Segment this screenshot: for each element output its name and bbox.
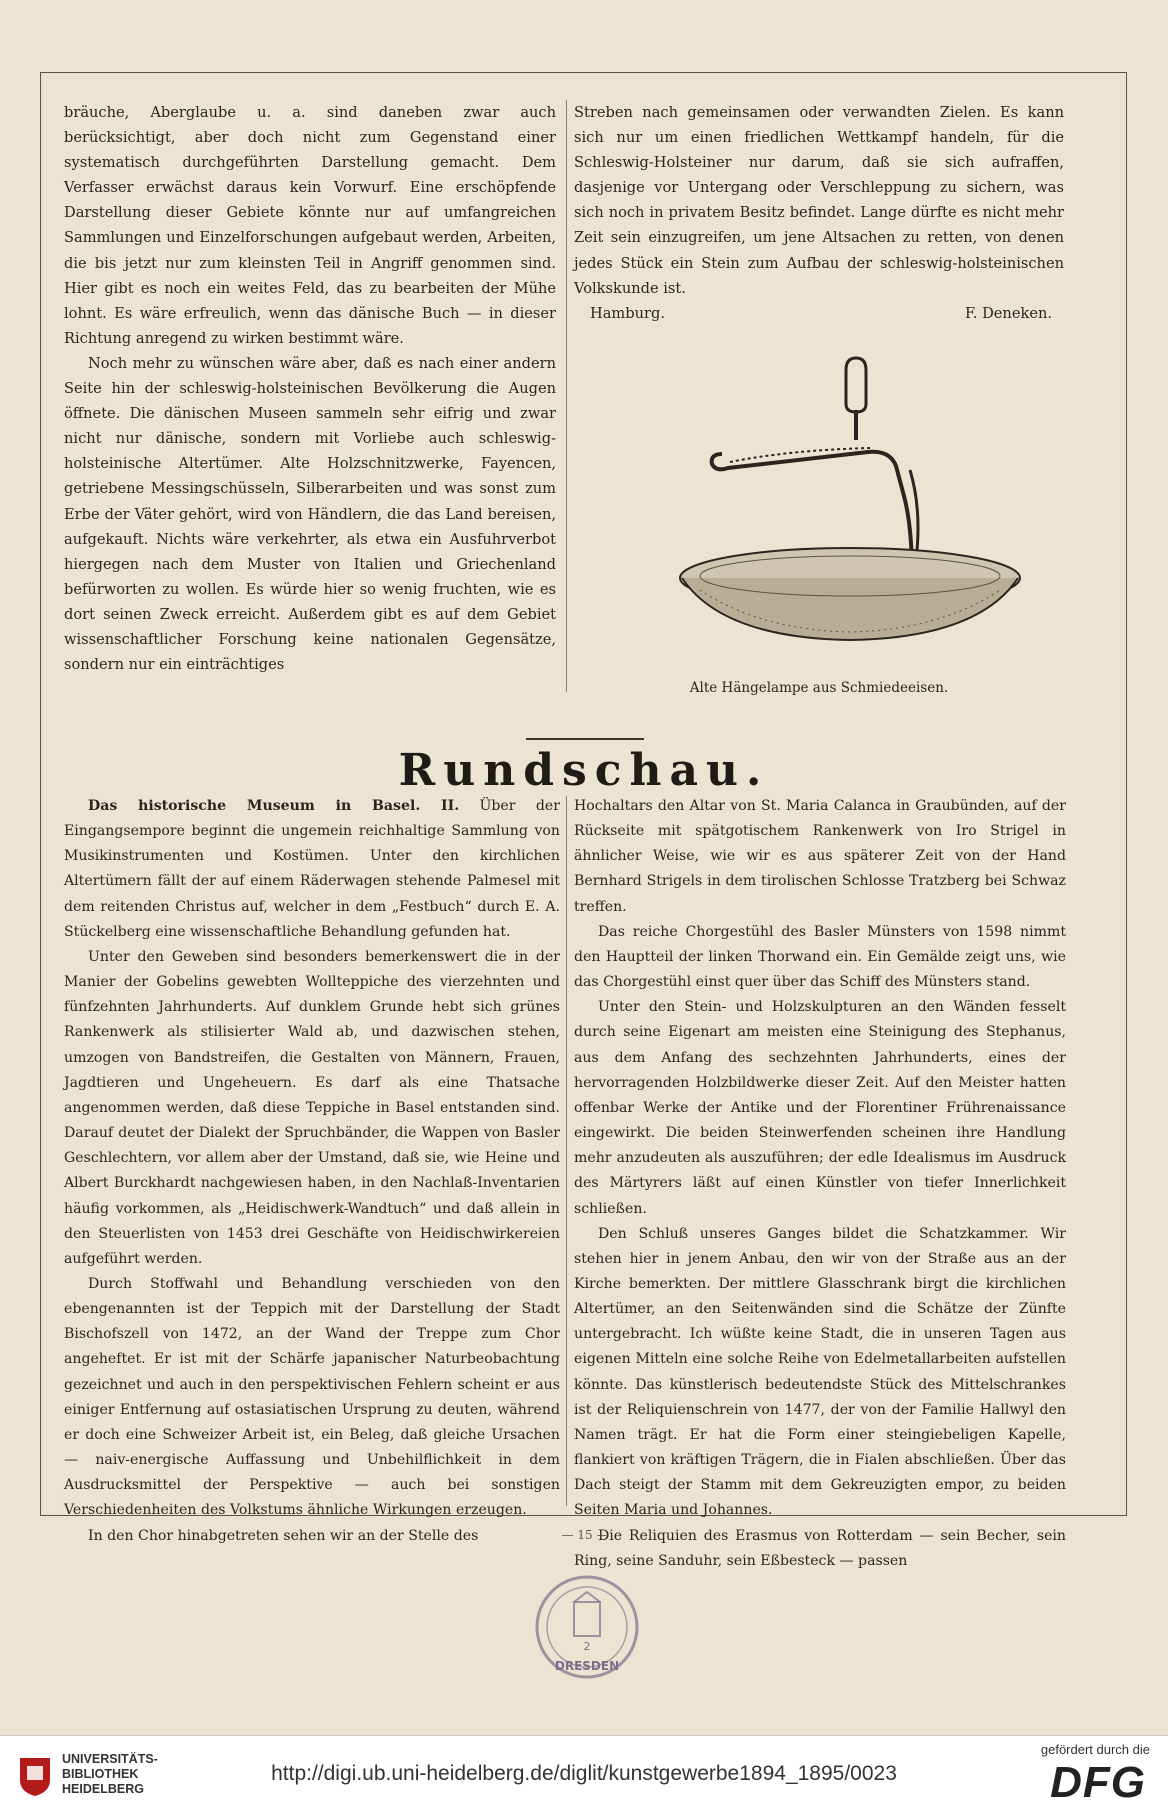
column-divider <box>566 796 567 1506</box>
library-stamp <box>532 1572 642 1682</box>
paragraph: Über der Eingangsempore beginnt die ungemein reichhaltige Sammlung von Musikinstrumenten und Kostümen. Unter den kirchlichen Altertümern fällt der auf einem Räderwagen stehende Palmesel mit dem reitenden Christus auf, welcher in dem „Festbuch“ durch E. A. Stückelberg eine wissenschaftliche Behandlung gefunden hat. <box>64 798 560 940</box>
lower-left-column <box>64 794 560 1549</box>
signature-author: F. Deneken. <box>964 304 1052 322</box>
top-left-column <box>64 100 556 677</box>
paragraph: bräuche, Aberglaube u. a. sind daneben zwar auch berücksichtigt, aber doch nicht zum Gegenstand einer systematisch durchgeführten Darstellung gemacht. Dem Verfasser erwächst daraus kein Vorwurf. Eine erschöpfende Darstellung dieser Gebiete könnte nur auf umfangreichen Sammlungen und Einzelforschungen aufgebaut werden, Arbeiten, die bis jetzt nur zum kleinsten Teil in Angriff genommen sind. Hier gibt es noch ein weites Feld, das zu bearbeiten der Mühe lohnt. Es wäre erfreulich, wenn das dänische Buch — in dieser Richtung anregend zu wirken bestimmt wäre. <box>64 104 556 347</box>
paragraph: Unter den Geweben sind besonders bemerkenswert die in der Manier der Gobelins gewebten Wollteppiche des vierzehnten und fünfzehnten Jahrhunderts. Auf dunklem Grunde hebt sich grünes Rankenwerk als stilisierter Wald ab, und dazwischen stehen, umzogen von Bandstreifen, die Gestalten von Männern, Frauen, Jagdtieren und Ungeheuern. Es darf als eine Thatsache angenommen werden, daß diese Teppiche in Basel entstanden sind. Darauf deutet der Dialekt der Spruchbänder, die Wappen von Basler Geschlechtern, vor allem aber der Umstand, daß sie, wie Heine und Albert Burckhardt nachgewiesen haben, in den Nachlaß-Inventarien häufig vorkommen, als „Heidischwerk-Wandtuch“ und daß allein in den Steuerlisten von 1453 drei Geschäfte von Heidischwirkereien aufgeführt werden. <box>64 948 560 1267</box>
funding-note: gefördert durch die <box>1040 1742 1150 1757</box>
institution-name: UNIVERSITÄTS- BIBLIOTHEK HEIDELBERG <box>62 1752 158 1796</box>
hanging-lamp-illustration <box>660 350 1040 670</box>
paragraph: Den Schluß unseres Ganges bildet die Schatzkammer. Wir stehen hier in jenem Anbau, den wir von der Straße aus an der Kirche bemerkten. Der mittlere Glasschrank birgt die kirchlichen Altertümer, an den Seitenwänden sind die Schätze der Zünfte untergebracht. Ich wüßte keine Stadt, die in unseren Tagen aus eigenen Mitteln eine solche Reihe von Edelmetallarbeiten aufstellen könnte. Das künstlerisch bedeutendste Stück des Mittelschrankes ist der Reliquienschrein von 1477, der von der Familie Hallwyl den Namen trägt. Er hat die Form einer steingiebeligen Kapelle, flankiert von kräftigen Trägern, die in Fialen abschließen. Über das Dach steigt der Stamm mit dem Gekreuzigten empor, zu beiden Seiten Maria und Johannes. <box>574 1225 1066 1519</box>
column-divider <box>566 100 567 692</box>
dfg-logo: DFG <box>1050 1758 1146 1807</box>
paragraph: Unter den Stein- und Holzskulpturen an den Wänden fesselt durch seine Eigenart am meisten eine Steinigung des Stephanus, aus dem Anfang des sechzehnten Jahrhunderts, eines der hervorragenden Holzbildwerke dieser Zeit. Auf den Meister hatten offenbar Werke der Antike und der Florentiner Frührenaissance eingewirkt. Die beiden Steinwerfenden scheinen ihre Handlung mehr anzudeuten als auszuführen; der edle Idealismus im Ausdruck des Märtyrers läßt auf einen Künstler von tiefer Innerlichkeit schließen. <box>574 999 1066 1217</box>
paragraph: In den Chor hinabgetreten sehen wir an der Stelle des <box>88 1527 479 1544</box>
page-number: — 15 — <box>561 1528 609 1542</box>
section-rule <box>526 738 644 740</box>
paragraph: Streben nach gemeinsamen oder verwandten Zielen. Es kann sich nur um einen friedlichen Wettkampf handeln, für die Schleswig-Holsteiner nur darum, daß sie sich aufraffen, dasjenige vor Untergang oder Verschleppung zu sichern, was sich noch in privatem Besitz befindet. Lange dürfte es nicht mehr Zeit sein einzugreifen, um jene Altsachen zu retten, von denen jedes Stück ein Stein zum Aufbau der schleswig-holsteinischen Volkskunde ist. <box>574 104 1064 297</box>
digitization-bar <box>0 1735 1168 1818</box>
lower-right-column <box>574 794 1066 1574</box>
stamp-text: DRESDEN <box>554 1659 620 1673</box>
stamp-number: 2 <box>583 1640 591 1653</box>
signature-place: Hamburg. <box>590 304 665 322</box>
paragraph: Hochaltars den Altar von St. Maria Calanca in Graubünden, auf der Rückseite mit spätgotischem Rankenwerk von Iro Strigel in ähnlicher Weise, wie wir es aus späterer Zeit von der Hand Bernhard Strigels in dem tirolischen Schlosse Tratzberg bei Schwaz treffen. <box>574 798 1066 915</box>
article-heading: Das historische Museum in Basel. II. <box>88 798 460 814</box>
figure-caption: Alte Hängelampe aus Schmiedeeisen. <box>689 680 949 696</box>
top-right-column <box>574 100 1064 326</box>
section-title: Rundschau. <box>398 745 770 796</box>
paragraph: Die Reliquien des Erasmus von Rotterdam — sein Becher, sein Ring, seine Sanduhr, sein Eßbesteck — passen <box>574 1527 1066 1569</box>
paragraph: Noch mehr zu wünschen wäre aber, daß es nach einer andern Seite hin der schleswig-holsteinischen Bevölkerung die Augen öffnete. Die dänischen Museen sammeln sehr eifrig und zwar nicht nur dänische, sondern mit Vorliebe auch schleswig-holsteinische Altertümer. Alte Holzschnitzwerke, Fayencen, getriebene Messingschüsseln, Silberarbeiten und was sonst zum Erbe der Väter gehört, wird von Händlern, die das Land bereisen, aufgekauft. Nichts wäre verkehrter, als etwa ein Ausfuhrverbot hiergegen nach dem Muster von Italien und Griechenland befürworten zu wollen. Es würde hier so wenig fruchten, wie es dort seinen Zweck erreicht. Außerdem gibt es auf dem Gebiet wissenschaftlicher Forschung keine nationalen Gegensätze, sondern nur ein einträchtiges <box>64 354 556 674</box>
signature-line <box>574 301 1064 326</box>
paragraph: Das reiche Chorgestühl des Basler Münsters von 1598 nimmt den Hauptteil der linken Thorwand ein. Ein Gemälde zeigt uns, wie das Chorgestühl einst quer über das Schiff des Münsters stand. <box>574 923 1066 991</box>
paragraph: Durch Stoffwahl und Behandlung verschieden von den ebengenannten ist der Teppich mit der Darstellung der Stadt Bischofszell von 1472, an der Wand der Treppe zum Chor angeheftet. Er ist mit der Schärfe japanischer Naturbeobachtung gezeichnet und auch in den perspektivischen Fehlern scheint er aus einiger Entfernung auf ostasiatischen Ursprung zu deuten, während er doch eine Schweizer Arbeit ist, ein Beleg, daß gleiche Ursachen — naiv-energische Auffassung und Unbehilflichkeit in dem Ausdrucksmittel der Perspektive — auch bei sonstigen Verschiedenheiten des Volkstums ähnliche Wirkungen erzeugen. <box>64 1275 560 1519</box>
source-url-link[interactable]: http://digi.ub.uni-heidelberg.de/diglit/kunstgewerbe1894_1895/0023 <box>271 1762 897 1785</box>
